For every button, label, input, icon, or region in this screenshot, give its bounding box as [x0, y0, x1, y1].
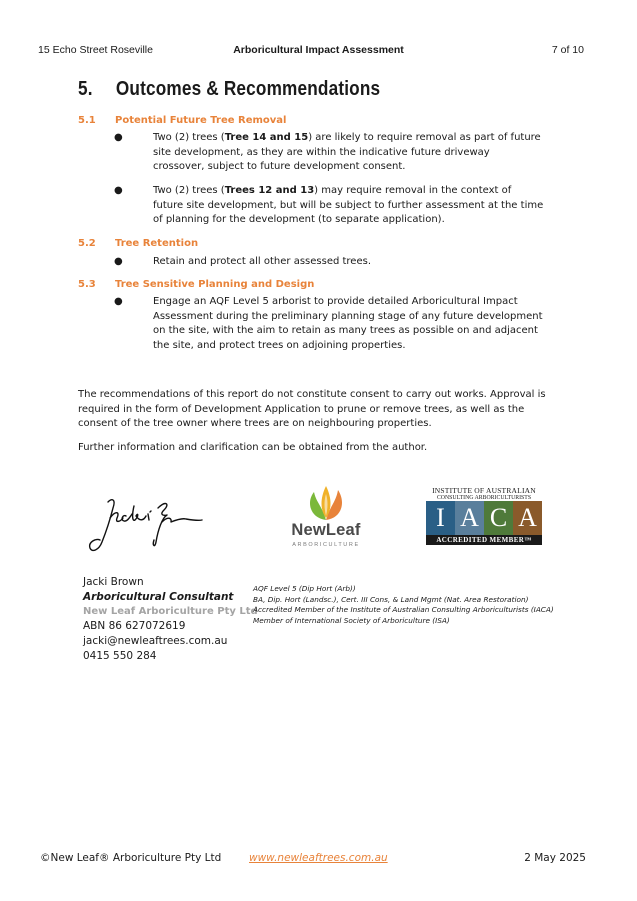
iaca-logo-mid-text: CONSULTING ARBORICULTURISTS — [436, 495, 532, 501]
iaca-logo — [424, 486, 544, 546]
iaca-logo-bottom-text: ACCREDITED MEMBER™ — [426, 535, 542, 545]
list-item-text: Engage an AQF Level 5 arborist to provide detailed Arboricultural Impact Assessment during the preliminary planning stage of any future development on the site, with the aim to retain as many trees as possible on and adjacent the site, and protect trees on adjoining properties. — [153, 296, 543, 351]
bullet-icon: ● — [114, 296, 123, 307]
subsection-number: 5.3 — [78, 279, 96, 290]
subsection-title: Potential Future Tree Removal — [115, 115, 287, 126]
bullet-icon: ● — [114, 132, 123, 143]
header-address: 15 Echo Street Roseville — [38, 44, 153, 56]
header-page-number: 7 of 10 — [551, 44, 584, 56]
iaca-letter: C — [484, 501, 513, 535]
subsection-heading-5-3 — [78, 279, 314, 290]
footer-website-link[interactable]: www.newleaftrees.com.au — [249, 852, 388, 864]
newleaf-logo-subtitle: ARBORICULTURE — [292, 542, 360, 548]
footer-copyright: ©New Leaf® Arboriculture Pty Ltd — [40, 852, 222, 864]
list-item-text: Two (2) trees (Tree 14 and 15) are likely to require removal as part of future site development, as they are within the indicative future driveway crossover, subject to future development consent. — [153, 132, 541, 173]
header-title: Arboricultural Impact Assessment — [233, 44, 404, 56]
iaca-letter: I — [426, 501, 455, 535]
list-item-text: Retain and protect all other assessed trees. — [153, 256, 372, 267]
section-heading-number: 5. — [78, 78, 93, 100]
bullet-icon: ● — [114, 256, 123, 267]
signature-image — [86, 496, 206, 556]
signatory-name: Jacki Brown — [83, 576, 144, 588]
subsection-number: 5.2 — [78, 238, 96, 249]
subsection-title: Tree Sensitive Planning and Design — [115, 279, 315, 290]
qualifications-list — [253, 584, 554, 626]
newleaf-leaf-icon — [280, 482, 372, 524]
signatory-block — [83, 575, 258, 664]
iaca-logo-top-text: INSTITUTE OF AUSTRALIAN — [432, 486, 536, 495]
list-item — [114, 255, 544, 270]
subsection-number: 5.1 — [78, 115, 96, 126]
qualification-line: Member of International Society of Arboriculture (ISA) — [253, 615, 450, 625]
qualification-line: AQF Level 5 (Dip Hort (Arb)) — [253, 584, 356, 593]
signatory-phone: 0415 550 284 — [83, 649, 157, 662]
further-info-paragraph: Further information and clarification can be obtained from the author. — [78, 442, 428, 453]
newleaf-logo — [280, 482, 372, 552]
footer-date: 2 May 2025 — [524, 852, 586, 864]
signatory-email[interactable]: jacki@newleaftrees.com.au — [83, 635, 228, 648]
signatory-abn: ABN 86 627072619 — [83, 620, 186, 633]
subsection-title: Tree Retention — [115, 238, 199, 249]
signatory-role: Arboricultural Consultant — [83, 590, 234, 603]
list-item — [114, 131, 544, 175]
section-heading — [78, 78, 380, 101]
signatory-company: New Leaf Arboriculture Pty Ltd — [83, 605, 258, 617]
list-item — [114, 184, 544, 228]
disclaimer-paragraph: The recommendations of this report do not constitute consent to carry out works. Approval is required in the form of Development Application to prune or remove trees, as well as the consent of the tree owner where trees are on neighbouring properties. — [78, 389, 546, 430]
list-item-text: Two (2) trees (Trees 12 and 13) may require removal in the context of future site development, but will be subject to further assessment at the time of planning for the development (to separate application). — [153, 185, 544, 226]
subsection-heading-5-1 — [78, 115, 286, 126]
iaca-letters — [426, 501, 542, 535]
list-item — [114, 295, 544, 353]
subsection-heading-5-2 — [78, 238, 198, 249]
section-heading-text: Outcomes & Recommendations — [115, 78, 381, 100]
bullet-icon: ● — [114, 185, 123, 196]
iaca-letter: A — [455, 501, 484, 535]
qualification-line: Accredited Member of the Institute of Australian Consulting Arboriculturists (IACA) — [253, 605, 554, 615]
qualification-line: BA, Dip. Hort (Landsc.), Cert. III Cons, & Land Mgmt (Nat. Area Restoration) — [253, 594, 529, 604]
iaca-letter: A — [513, 501, 542, 535]
newleaf-logo-name: NewLeaf — [291, 521, 361, 539]
